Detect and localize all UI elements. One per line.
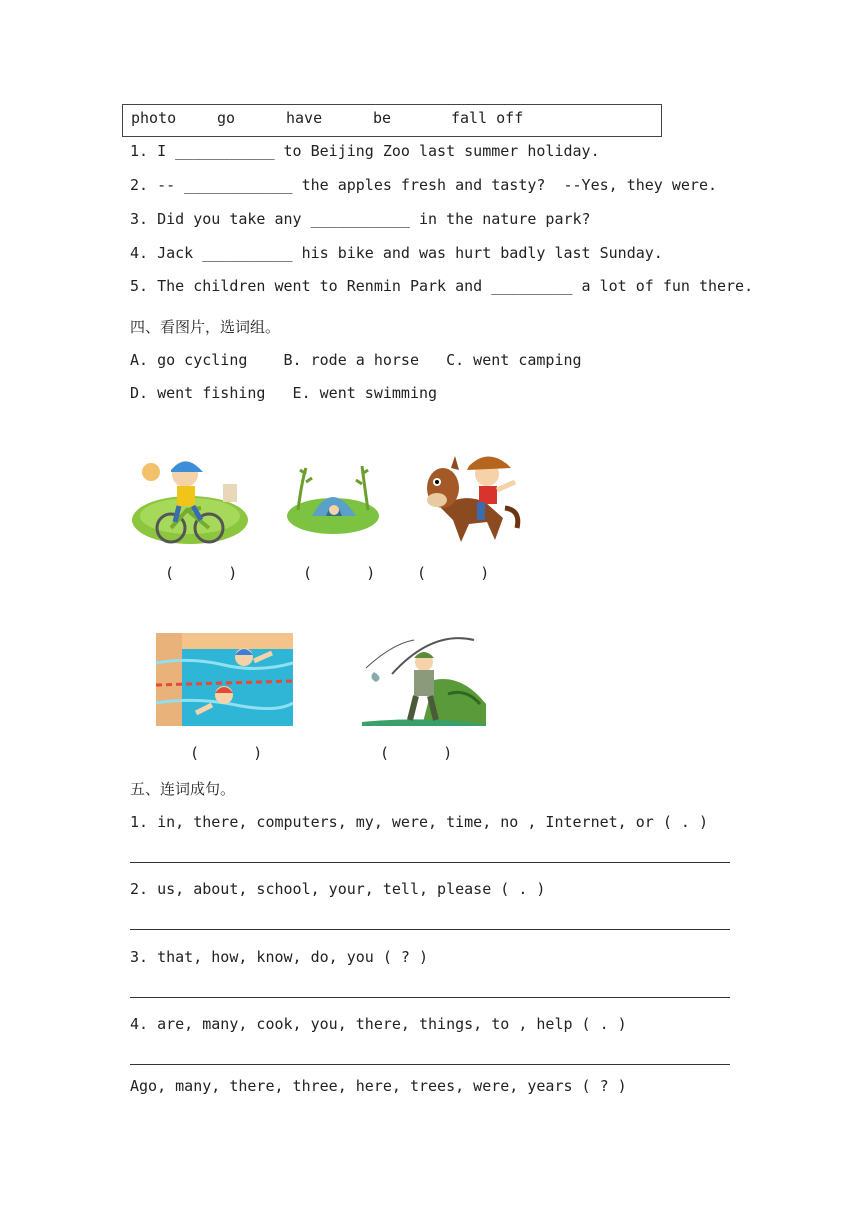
word-bank-item: be bbox=[373, 109, 392, 127]
horse-riding-picture bbox=[421, 448, 525, 546]
fill-sentence-1: 1. I ___________ to Beijing Zoo last summer holiday. bbox=[130, 142, 600, 160]
word-bank-item: have bbox=[286, 109, 323, 127]
answer-paren-4: ( ) bbox=[190, 744, 263, 762]
answer-paren-3: ( ) bbox=[417, 564, 490, 582]
cycling-picture bbox=[131, 450, 249, 548]
answer-line-1[interactable] bbox=[130, 862, 730, 863]
fill-sentence-2: 2. -- ____________ the apples fresh and tasty? --Yes, they were. bbox=[130, 176, 717, 194]
answer-paren-5: ( ) bbox=[380, 744, 453, 762]
fill-sentence-5: 5. The children went to Renmin Park and _________ a lot of fun there. bbox=[130, 277, 754, 295]
word-bank-box bbox=[122, 104, 662, 137]
fill-sentence-4: 4. Jack __________ his bike and was hurt badly last Sunday. bbox=[130, 244, 663, 262]
camping-picture bbox=[286, 460, 381, 535]
answer-line-3[interactable] bbox=[130, 997, 730, 998]
reorder-item-2: 2. us, about, school, your, tell, please ( . ) bbox=[130, 880, 546, 898]
swimming-picture bbox=[156, 633, 293, 726]
word-bank-item: fall off bbox=[451, 109, 524, 127]
section-4-title: 四、看图片，选词组。 bbox=[130, 318, 281, 336]
reorder-item-1: 1. in, there, computers, my, were, time, no , Internet, or ( . ) bbox=[130, 813, 708, 831]
fill-sentence-3: 3. Did you take any ___________ in the nature park? bbox=[130, 210, 591, 228]
fishing-picture bbox=[362, 634, 486, 726]
word-bank-item: go bbox=[217, 109, 236, 127]
answer-paren-1: ( ) bbox=[165, 564, 238, 582]
word-bank-item: photo bbox=[131, 109, 177, 127]
reorder-item-4: 4. are, many, cook, you, there, things, to , help ( . ) bbox=[130, 1015, 627, 1033]
reorder-item-3: 3. that, how, know, do, you ( ? ) bbox=[130, 948, 429, 966]
section-4-options-line2: D. went fishing E. went swimming bbox=[130, 384, 438, 402]
answer-line-4[interactable] bbox=[130, 1064, 730, 1065]
reorder-item-5: Ago, many, there, three, here, trees, were, years ( ? ) bbox=[130, 1077, 627, 1095]
section-4-options-line1: A. go cycling B. rode a horse C. went camping bbox=[130, 351, 582, 369]
answer-line-2[interactable] bbox=[130, 929, 730, 930]
answer-paren-2: ( ) bbox=[303, 564, 376, 582]
section-5-title: 五、连词成句。 bbox=[130, 780, 236, 798]
